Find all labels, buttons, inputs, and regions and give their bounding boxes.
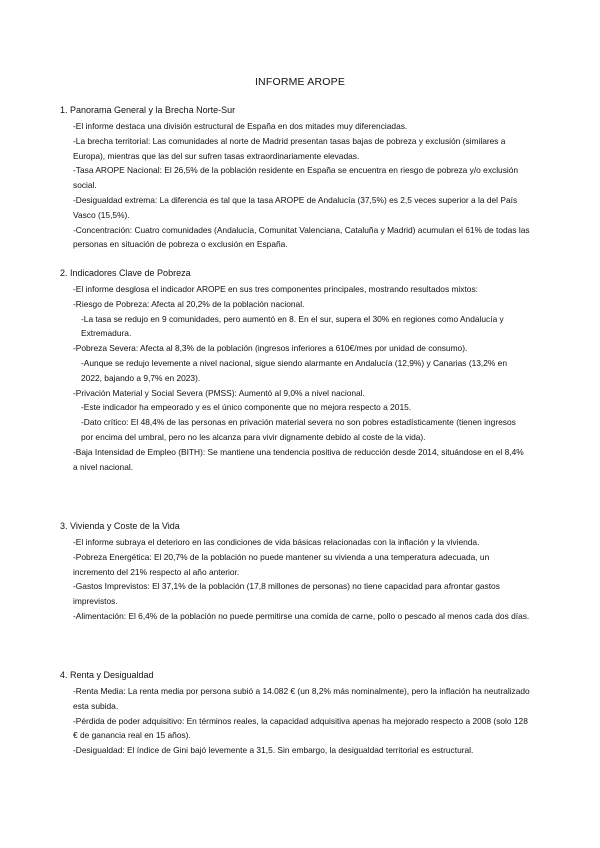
paragraph: -Gastos Imprevistos: El 37,1% de la población (17,8 millones de personas) no tiene capacidad para afrontar gastos imprevistos.	[73, 581, 500, 607]
sub-paragraph: -La tasa se redujo en 9 comunidades, pero aumentó en 8. En el sur, supera el 30% en regiones como Andalucía y Extremadura.	[81, 313, 504, 339]
sub-paragraph: -Dato crítico: El 48,4% de las personas en privación material severa no son pobres estadísticamente (tienen ingresos por encima del umbral, pero no les alcanza para vivir dignamente debido al coste de la vida).	[81, 417, 516, 442]
paragraph: -Alimentación: El 6,4% de la población no puede permitirse una comida de carne, pollo o pescado al menos cada dos días.	[73, 610, 530, 621]
section-heading: 1. Panorama General y la Brecha Norte-Sur	[60, 105, 236, 115]
paragraph: -Privación Material y Social Severa (PMSS): Aumentó al 9,0% a nivel nacional.	[73, 387, 365, 398]
section-vivienda-coste-vida	[60, 520, 530, 624]
paragraph: -Desigualdad: El índice de Gini bajó levemente a 31,5. Sin embargo, la desigualdad territorial es estructural.	[73, 745, 474, 756]
paragraph: -Concentración: Cuatro comunidades (Andalucía, Comunitat Valenciana, Cataluña y Madrid) acumulan el 61% de todas las personas en situación de pobreza o exclusión en España.	[73, 224, 530, 250]
paragraph: -Desigualdad extrema: La diferencia es tal que la tasa AROPE de Andalucía (37,5%) es 2,5 veces superior a la del País Vasco (15,5%).	[73, 194, 518, 220]
paragraph: -Pobreza Energética: El 20,7% de la población no puede mantener su vivienda a una temperatura adecuada, un incremento del 21% respecto al año anterior.	[73, 551, 490, 577]
section-indicadores-clave	[60, 267, 530, 474]
sub-paragraph: -Aunque se redujo levemente a nivel nacional, sigue siendo alarmante en Andalucía (12,9%) y Canarias (13,2% en 2022, bajando a 9,7% en 2023).	[81, 357, 507, 383]
paragraph: -Riesgo de Pobreza: Afecta al 20,2% de la población nacional.	[73, 298, 305, 309]
paragraph: -Baja Intensidad de Empleo (BITH): Se mantiene una tendencia positiva de reducción desde 2014, situándose en el 8,4% a nivel nacional.	[73, 446, 524, 472]
paragraph: -El informe desglosa el indicador AROPE en sus tres componentes principales, mostrando resultados mixtos:	[73, 284, 478, 294]
section-heading: 3. Vivienda y Coste de la Vida	[60, 521, 180, 531]
document-title: INFORME AROPE	[254, 76, 346, 88]
section-panorama-general	[60, 104, 530, 252]
section-heading: 2. Indicadores Clave de Pobreza	[60, 268, 191, 278]
paragraph: -El informe subraya el deterioro en las condiciones de vida básicas relacionadas con la inflación y la vivienda.	[73, 537, 480, 547]
paragraph: -El informe destaca una división estructural de España en dos mitades muy diferenciadas.	[73, 121, 408, 131]
paragraph: -Pobreza Severa: Afecta al 8,3% de la población (ingresos inferiores a 610€/mes por unidad de consumo).	[73, 343, 468, 354]
paragraph: -Renta Media: La renta media por persona subió a 14.082 € (un 8,2% más nominalmente), pero la inflación ha neutralizado esta subida.	[73, 686, 530, 711]
paragraph: -Pérdida de poder adquisitivo: En términos reales, la capacidad adquisitiva apenas ha mejorado respecto a 2008 (solo 128 € de ganancia real en 15 años).	[73, 715, 528, 741]
section-heading: 4. Renta y Desigualdad	[60, 670, 154, 680]
section-renta-desigualdad	[60, 669, 530, 758]
paragraph: -La brecha territorial: Las comunidades al norte de Madrid presentan tasas bajas de pobreza y exclusión (similares a Europa), mientras que las del sur sufren tasas extraordinariamente elevadas.	[73, 135, 506, 161]
sub-paragraph: -Este indicador ha empeorado y es el único componente que no mejora respecto a 2015.	[81, 402, 412, 413]
paragraph: -Tasa AROPE Nacional: El 26,5% de la población residente en España se encuentra en riesgo de pobreza y/o exclusión social.	[73, 165, 519, 191]
